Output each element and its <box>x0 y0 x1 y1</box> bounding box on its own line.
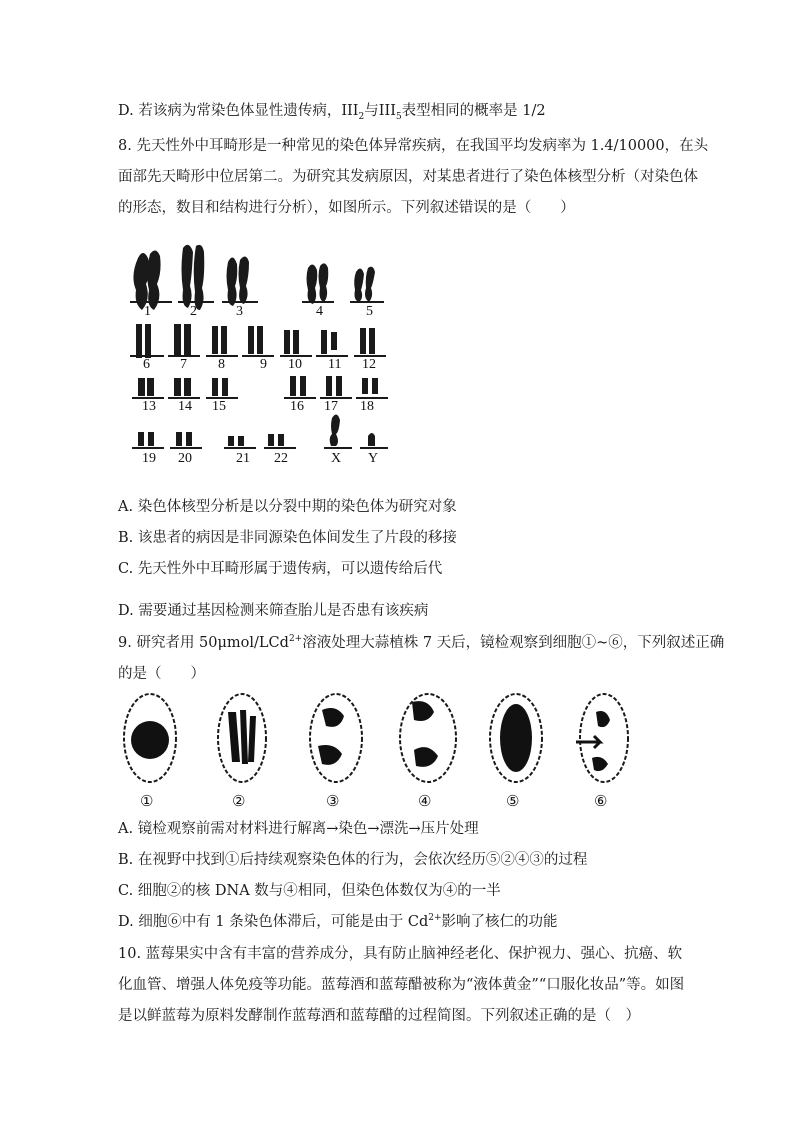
q8-option-b: B. 该患者的病因是非同源染色体间发生了片段的移接 <box>118 530 457 546</box>
karyotype-label-20: 20 <box>178 451 192 466</box>
karyotype-label-21: 21 <box>236 451 250 466</box>
q9-option-a: A. 镜检观察前需对材料进行解离→染色→漂洗→压片处理 <box>118 821 479 837</box>
karyotype-label-16: 16 <box>290 399 304 414</box>
karyotype-label-2: 2 <box>190 304 197 319</box>
q7-option-d-text-3: 表型相同的概率是 1/2 <box>401 103 546 119</box>
cells-drawings <box>118 688 638 788</box>
q9-stem-sup: 2+ <box>288 634 303 645</box>
q8-option-d: D. 需要通过基因检测来筛查胎儿是否患有该疾病 <box>118 603 429 619</box>
karyotype-label-19: 19 <box>142 451 156 466</box>
karyotype-label-17: 17 <box>324 399 338 414</box>
karyotype-label-14: 14 <box>178 399 192 414</box>
q10-stem-line-1: 10. 蓝莓果实中含有丰富的营养成分，具有防止脑神经老化、保护视力、强心、抗癌、软 <box>118 946 683 962</box>
cell-label-4: ④ <box>418 792 432 810</box>
karyotype-label-5: 5 <box>366 304 373 319</box>
q9-stem-line-2: 的是（ ） <box>118 666 205 682</box>
karyotype-label-1: 1 <box>144 304 151 319</box>
cell-label-1: ① <box>140 792 154 810</box>
cells-figure <box>118 688 638 814</box>
q8-stem-line-2: 面部先天畸形中位居第二。为研究其发病原因，对某患者进行了染色体核型分析（对染色体 <box>118 169 698 185</box>
karyotype-label-12: 12 <box>362 357 376 372</box>
karyotype-label-x: X <box>331 451 342 466</box>
q8-stem-line-1: 8. 先天性外中耳畸形是一种常见的染色体异常疾病，在我国平均发病率为 1.4/10000，在头 <box>118 138 709 154</box>
q9-option-d-text-2: 影响了核仁的功能 <box>441 914 558 930</box>
karyotype-label-18: 18 <box>360 399 374 414</box>
q7-option-d-sub-1: 2 <box>358 111 365 122</box>
karyotype-label-y: Y <box>368 451 379 466</box>
karyotype-label-6: 6 <box>143 357 150 372</box>
q9-option-d <box>118 912 558 932</box>
q10-stem-line-3: 是以鲜蓝莓为原料发酵制作蓝莓酒和蓝莓醋的过程简图。下列叙述正确的是（ ） <box>118 1008 640 1024</box>
karyotype-label-13: 13 <box>142 399 156 414</box>
q7-option-d-text-1: D. 若该病为常染色体显性遗传病，III <box>118 103 359 119</box>
karyotype-label-10: 10 <box>288 357 302 372</box>
karyotype-chromosomes <box>128 240 398 472</box>
q9-stem-text-2: 溶液处理大蒜植株 7 天后，镜检观察到细胞①~⑥，下列叙述正确 <box>302 635 725 651</box>
cell-label-5: ⑤ <box>506 792 520 810</box>
q9-option-d-text-1: D. 细胞⑥中有 1 条染色体滞后，可能是由于 Cd <box>118 914 429 930</box>
cell-label-6: ⑥ <box>594 792 608 810</box>
karyotype-label-7: 7 <box>180 357 187 372</box>
karyotype-label-15: 15 <box>212 399 226 414</box>
q8-stem-line-3: 的形态，数目和结构进行分析），如图所示。下列叙述错误的是（ ） <box>118 200 575 216</box>
q9-option-d-sup: 2+ <box>428 913 442 924</box>
q8-option-c: C. 先天性外中耳畸形属于遗传病，可以遗传给后代 <box>118 561 443 577</box>
q9-option-b: B. 在视野中找到①后持续观察染色体的行为，会依次经历⑤②④③的过程 <box>118 852 588 868</box>
cell-label-2: ② <box>232 792 246 810</box>
karyotype-label-22: 22 <box>274 451 288 466</box>
karyotype-figure <box>128 240 398 472</box>
karyotype-label-3: 3 <box>236 304 243 319</box>
q9-stem-text-1: 9. 研究者用 50μmol/LCd <box>118 635 289 651</box>
q9-stem-line-1 <box>118 633 724 653</box>
q7-option-d-sub-2: 5 <box>395 111 402 122</box>
karyotype-label-9: 9 <box>260 357 267 372</box>
q8-option-a: A. 染色体核型分析是以分裂中期的染色体为研究对象 <box>118 499 457 515</box>
karyotype-label-8: 8 <box>218 357 225 372</box>
q10-stem-line-2: 化血管、增强人体免疫等功能。蓝莓酒和蓝莓醋被称为“液体黄金”“口服化妆品”等。如图 <box>118 977 685 993</box>
q9-option-c: C. 细胞②的核 DNA 数与④相同，但染色体数仅为④的一半 <box>118 883 501 899</box>
q7-option-d-text-2: 与III <box>364 103 396 119</box>
cell-label-3: ③ <box>326 792 340 810</box>
q7-option-d <box>118 101 546 121</box>
karyotype-label-11: 11 <box>328 357 342 372</box>
karyotype-label-4: 4 <box>316 304 323 319</box>
